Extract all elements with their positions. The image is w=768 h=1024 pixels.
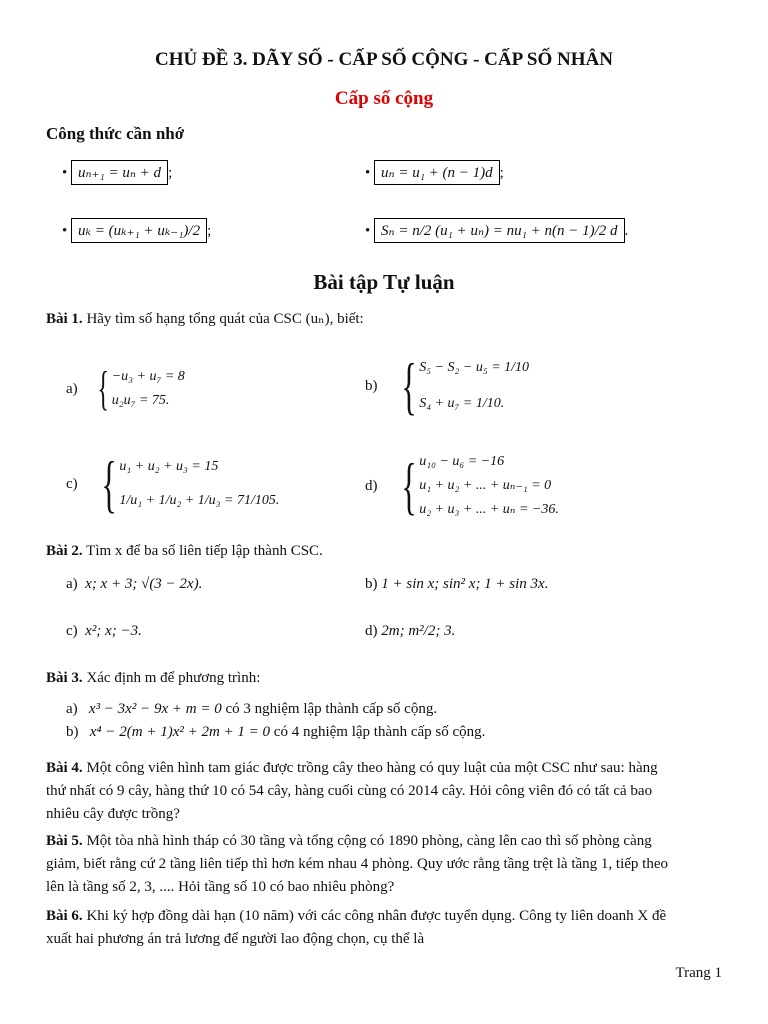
bai1-d: d) { u₁₀ − u₆ = −16 u₁ + u₂ + ... + uₙ₋₁ = 0 u₂ + u₃ + ... + uₙ = −36.: [365, 450, 559, 521]
page-number: Trang 1: [675, 965, 722, 981]
bai3-statement: Bài 3. Xác định m để phương trình:: [46, 670, 261, 686]
formula-4: • Sₙ = n/2 (u₁ + uₙ) = nu₁ + n(n − 1)/2 d .: [365, 218, 628, 243]
formula-1: • uₙ₊₁ = uₙ + d ;: [62, 160, 172, 185]
bai2-a: a) x; x + 3; √(3 − 2x).: [66, 576, 203, 592]
page-title: CHỦ ĐỀ 3. DÃY SỐ - CẤP SỐ CỘNG - CẤP SỐ NHÂN: [155, 49, 613, 70]
bai2-c: c) x²; x; −3.: [66, 623, 142, 639]
bai1-c: c) { u₁ + u₂ + u₃ = 15 1/u₁ + 1/u₂ + 1/u₃ = 71/105.: [66, 448, 280, 519]
bai1-statement: Bài 1. Hãy tìm số hạng tổng quát của CSC (uₙ), biết:: [46, 311, 364, 327]
bai3-b: b) x⁴ − 2(m + 1)x² + 2m + 1 = 0 có 4 nghiệm lập thành cấp số cộng.: [66, 724, 486, 740]
bai1-a: a) { −u₃ + u₇ = 8 u₂u₇ = 75.: [66, 362, 185, 415]
formula-3: • uₖ = (uₖ₊₁ + uₖ₋₁)/2 ;: [62, 218, 211, 243]
section-heading: Bài tập Tự luận: [313, 270, 455, 294]
formula-2: • uₙ = u₁ + (n − 1)d ;: [365, 160, 504, 185]
bai2-statement: Bài 2. Tìm x để ba số liên tiếp lập thành CSC.: [46, 543, 323, 559]
bai2-b: b) 1 + sin x; sin² x; 1 + sin 3x.: [365, 576, 549, 592]
bai4-paragraph: Bài 4. Một công viên hình tam giác được trồng cây theo hàng có quy luật của một CSC như sau: hàng thứ nhất có 9 cây, hàng thứ 10 có 54 cây, hàng cuối cùng có 2014 cây. Hỏi công viên đó có tất cả bao nhiêu cây được trồng?: [46, 760, 658, 822]
bai3-a: a) x³ − 3x² − 9x + m = 0 có 3 nghiệm lập thành cấp số cộng.: [66, 701, 438, 717]
section-subtitle: Cấp số cộng: [334, 88, 434, 109]
bai5-paragraph: Bài 5. Một tòa nhà hình tháp có 30 tầng và tổng cộng có 1890 phòng, càng lên cao thì số phòng càng giảm, biết rằng cứ 2 tầng liên tiếp thì hơn kém nhau 4 phòng. Quy ước rằng tầng trệt là tầng 1, tiếp theo lên là tầng số 2, 3, .... Hỏi tầng số 10 có bao nhiêu phòng?: [46, 833, 668, 895]
bai2-d: d) 2m; m²/2; 3.: [365, 623, 456, 639]
formula-heading: Công thức cần nhớ: [46, 124, 185, 143]
bai6-paragraph: Bài 6. Khi ký hợp đồng dài hạn (10 năm) với các công nhân được tuyển dụng. Công ty liên doanh X đề xuất hai phương án trả lương để người lao động chọn, cụ thể là: [46, 908, 667, 947]
bai1-b: b) { S₅ − S₂ − u₅ = 1/10 S₄ + u₇ = 1/10.: [365, 350, 530, 421]
